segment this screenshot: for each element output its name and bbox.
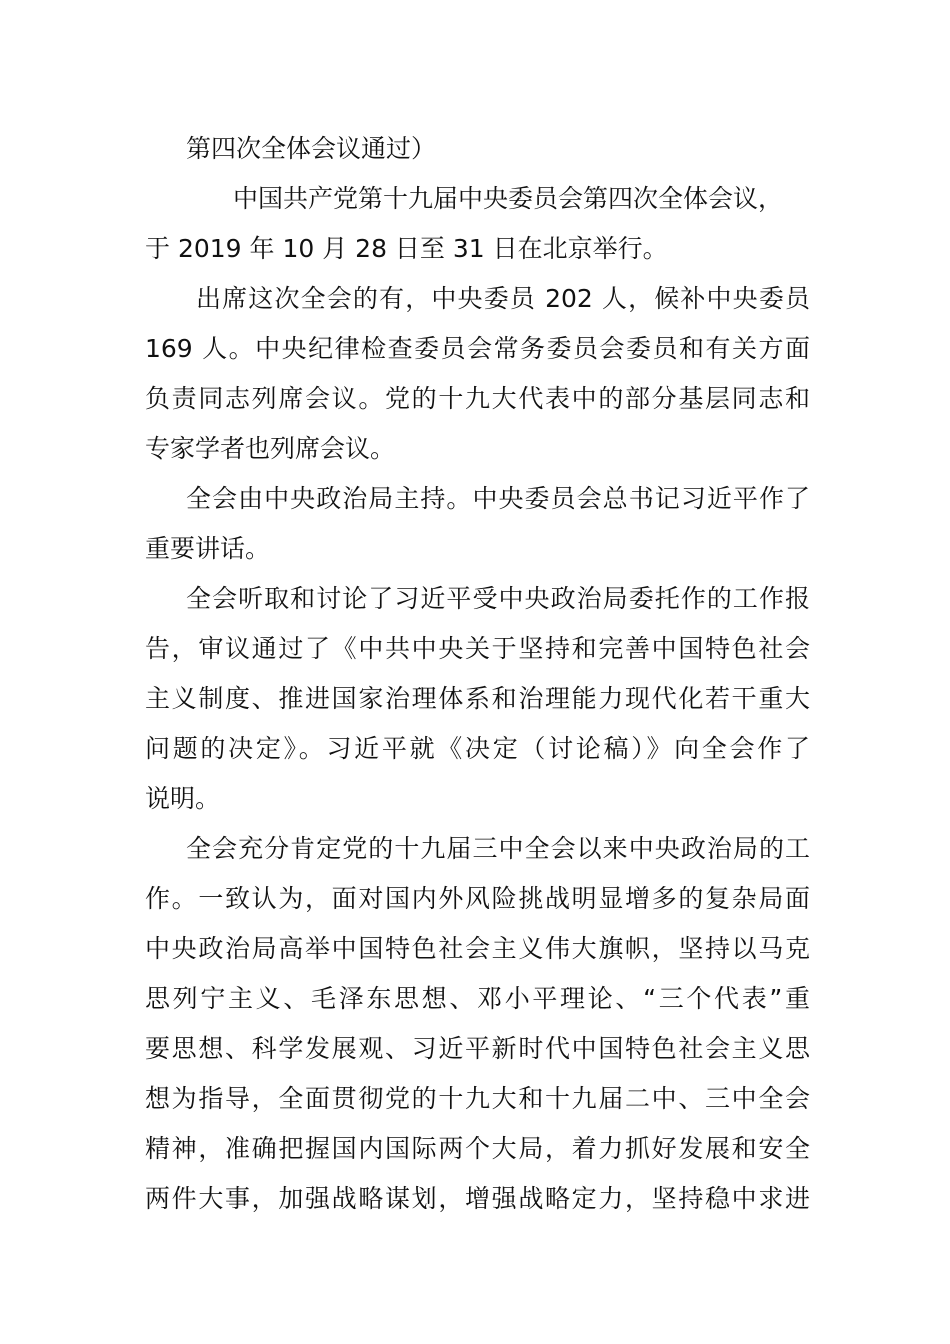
text-line-20: 想为指导，全面贯彻党的十九大和十九届二中、三中全会 — [145, 1084, 810, 1113]
text-line-2: 中国共产党第十九届中央委员会第四次全体会议， — [233, 184, 784, 213]
text-line-22: 两件大事，加强战略谋划，增强战略定力，坚持稳中求进 — [145, 1184, 810, 1213]
text-line-15: 全会充分肯定党的十九届三中全会以来中央政治局的工 — [186, 834, 810, 863]
text-line-6: 负责同志列席会议。党的十九大代表中的部分基层同志和 — [145, 384, 810, 413]
text-line-1: 第四次全体会议通过） — [186, 134, 437, 163]
text-line-4: 出席这次全会的有，中央委员 202 人，候补中央委员 — [196, 284, 810, 313]
text-line-21: 精神，准确把握国内国际两个大局，着力抓好发展和安全 — [145, 1134, 810, 1163]
text-line-9: 重要讲话。 — [145, 534, 271, 563]
text-line-17: 中央政治局高举中国特色社会主义伟大旗帜，坚持以马克 — [145, 934, 810, 963]
text-line-5: 169 人。中央纪律检查委员会常务委员会委员和有关方面 — [145, 334, 810, 363]
text-line-13: 问题的决定》。习近平就《决定（讨论稿）》向全会作了 — [145, 734, 810, 763]
text-line-3: 于 2019 年 10 月 28 日至 31 日在北京举行。 — [145, 234, 668, 263]
text-line-10: 全会听取和讨论了习近平受中央政治局委托作的工作报 — [186, 584, 810, 613]
text-line-16: 作。一致认为，面对国内外风险挑战明显增多的复杂局面 — [145, 884, 810, 913]
text-line-7: 专家学者也列席会议。 — [145, 434, 396, 463]
text-line-19: 要思想、科学发展观、习近平新时代中国特色社会主义思 — [145, 1034, 810, 1063]
text-line-8: 全会由中央政治局主持。中央委员会总书记习近平作了 — [186, 484, 810, 513]
text-line-18: 思列宁主义、毛泽东思想、邓小平理论、“三个代表”重 — [145, 984, 810, 1013]
text-line-12: 主义制度、推进国家治理体系和治理能力现代化若干重大 — [145, 684, 810, 713]
text-line-14: 说明。 — [145, 784, 221, 813]
text-line-11: 告，审议通过了《中共中央关于坚持和完善中国特色社会 — [145, 634, 810, 663]
